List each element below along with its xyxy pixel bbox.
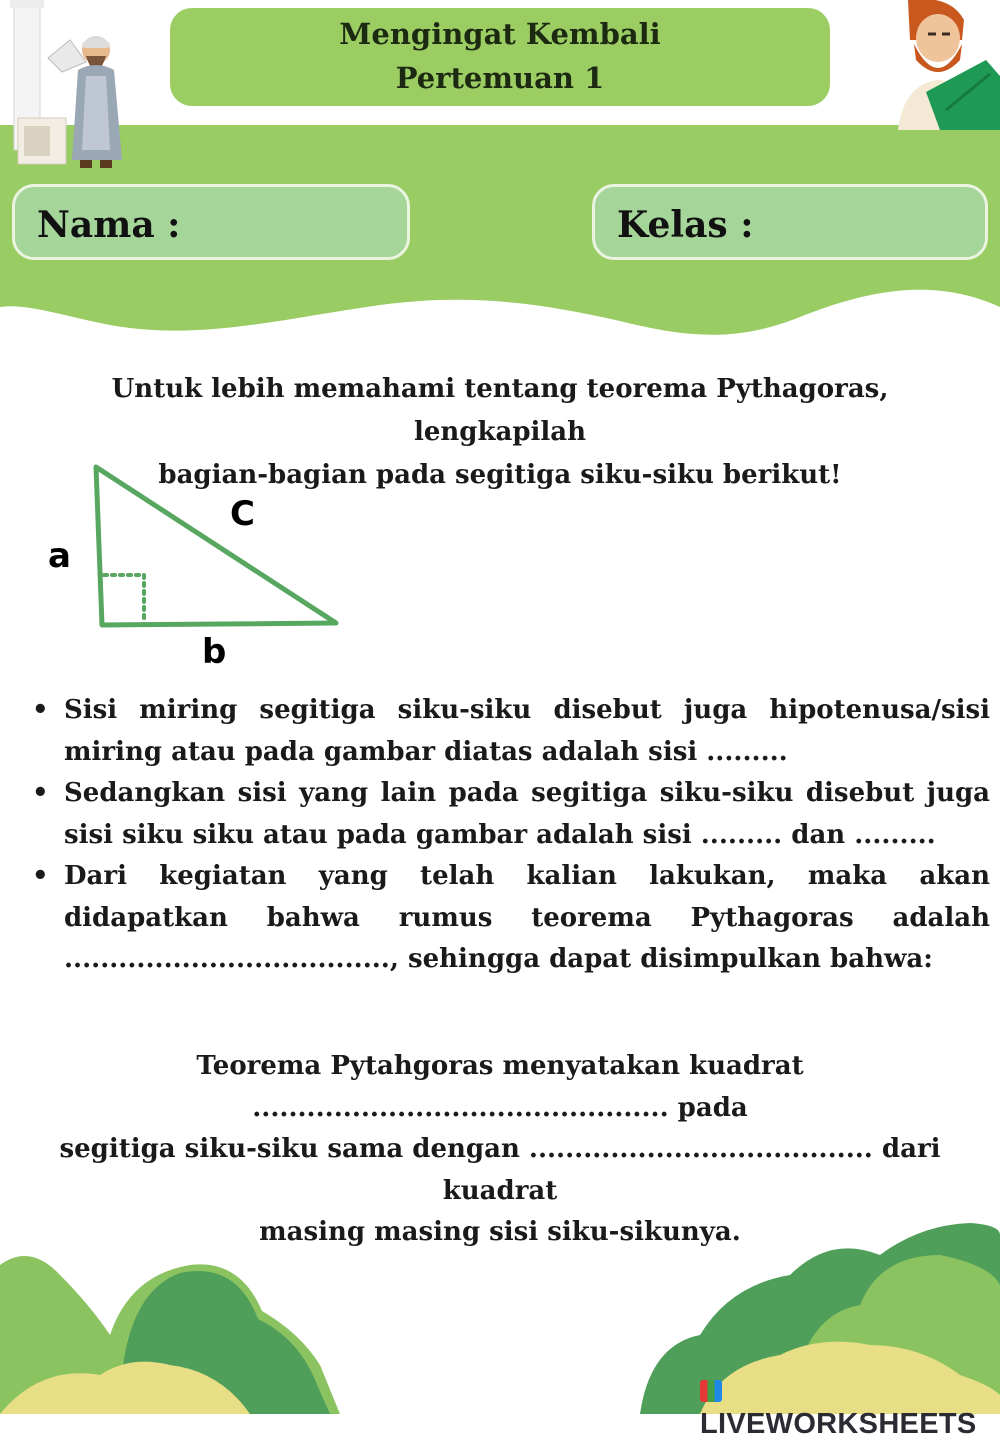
name-field[interactable] [12,184,410,260]
watermark-text: LIVEWORKSHEETS [700,1408,977,1440]
triangle-shape [96,467,336,625]
question-list [30,690,990,981]
instruction-line-2: bagian-bagian pada segitiga siku-siku berikut! [158,460,842,490]
class-label: Kelas : [617,204,754,246]
list-item: • Sisi miring segitiga siku-siku disebut juga hipotenusa/sisi miring atau pada gambar diatas adalah sisi ......... [30,690,990,773]
class-field[interactable] [592,184,988,260]
conclusion-line-1: Teorema Pytahgoras menyatakan kuadrat .............................................. pada [196,1051,804,1123]
right-angle-marker [104,575,144,623]
philosopher-left-illustration [0,0,135,180]
list-item: • Dari kegiatan yang telah kalian lakukan, maka akan didapatkan bahwa rumus teorema Pythagoras adalah ...................................., sehingga dapat disimpulkan bahwa: [30,856,990,981]
instruction-line-1: Untuk lebih memahami tentang teorema Pythagoras, lengkapilah [111,374,889,447]
conclusion-line-3: masing masing sisi siku-sikunya. [259,1217,741,1247]
pythagoras-right-illustration [890,0,1000,130]
right-triangle-diagram [30,455,360,675]
title-line-1: Mengingat Kembali [339,17,661,51]
title-banner [170,8,830,106]
title-line-2: Pertemuan 1 [395,61,605,95]
watermark-logo-icon [700,1380,722,1402]
list-item: • Sedangkan sisi yang lain pada segitiga siku-siku disebut juga sisi siku siku atau pada gambar adalah sisi ......... dan ......... [30,773,990,856]
label-side-b: b [202,632,227,672]
name-label: Nama : [37,204,181,246]
liveworksheets-watermark [700,1375,1000,1441]
label-side-c: C [230,494,255,534]
conclusion-line-2: segitiga siku-siku sama dengan ...................................... dari kuadrat [59,1134,941,1206]
label-side-a: a [48,536,71,576]
